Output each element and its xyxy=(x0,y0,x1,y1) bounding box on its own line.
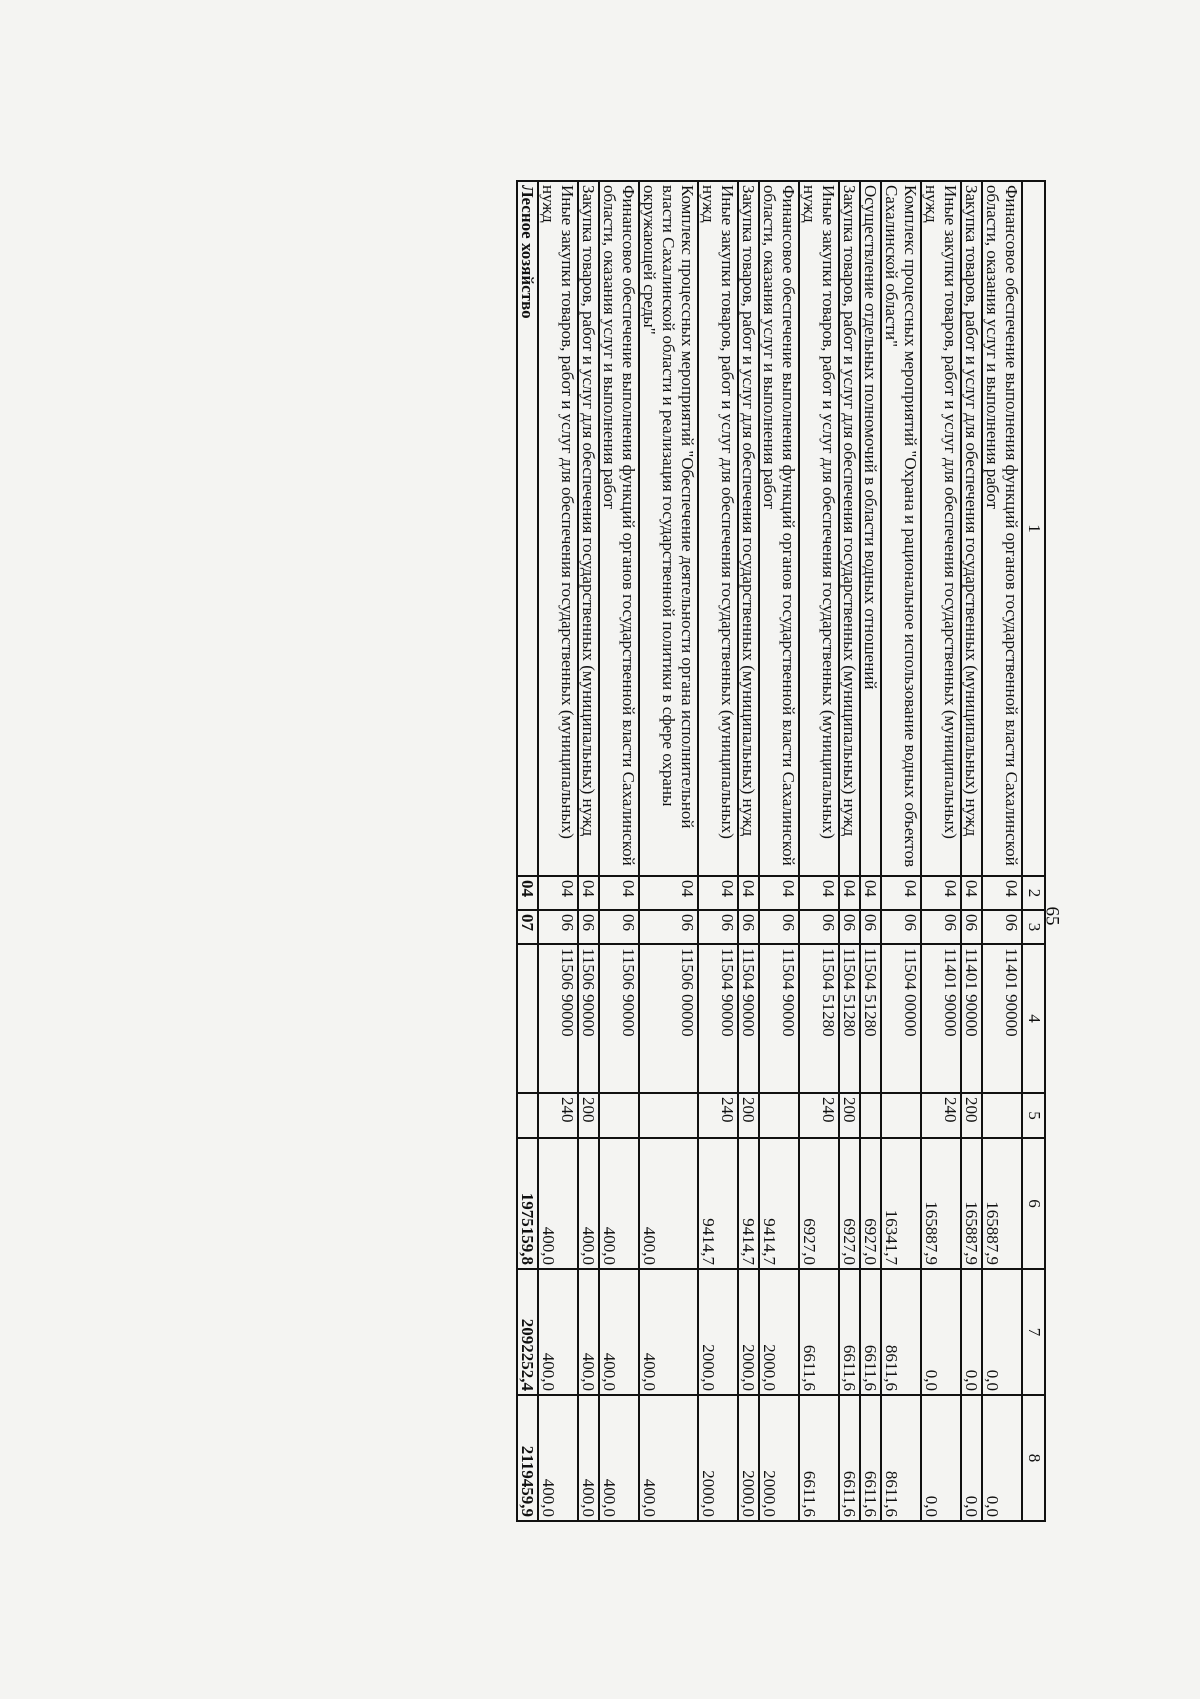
row-amount-8: 400,0 xyxy=(599,1395,639,1521)
row-amount-7: 400,0 xyxy=(538,1269,578,1395)
row-amount-6: 6927,0 xyxy=(799,1138,839,1269)
row-subsection: 06 xyxy=(839,910,860,944)
row-amount-6: 165887,9 xyxy=(961,1138,982,1269)
table-row xyxy=(698,181,738,1521)
row-target-article: 11504 51280 xyxy=(799,944,839,1093)
header-cell-4: 4 xyxy=(1022,944,1045,1093)
row-section: 04 xyxy=(538,876,578,910)
row-expense-type xyxy=(982,1093,1022,1138)
row-target-article: 11401 90000 xyxy=(982,944,1022,1093)
header-cell-2: 2 xyxy=(1022,876,1045,910)
row-name: Закупка товаров, работ и услуг для обеспечения государственных (муниципальных) нужд xyxy=(961,181,982,876)
total-amount-7: 2092252,4 xyxy=(517,1269,538,1395)
row-section: 04 xyxy=(578,876,599,910)
row-amount-8: 2000,0 xyxy=(759,1395,799,1521)
row-target-article: 11506 00000 xyxy=(639,944,698,1093)
total-name: Лесное хозяйство xyxy=(517,181,538,876)
row-section: 04 xyxy=(921,876,961,910)
row-amount-6: 9414,7 xyxy=(698,1138,738,1269)
row-amount-6: 6927,0 xyxy=(839,1138,860,1269)
row-expense-type: 240 xyxy=(799,1093,839,1138)
table-row xyxy=(881,181,921,1521)
row-section: 04 xyxy=(860,876,881,910)
row-expense-type: 200 xyxy=(578,1093,599,1138)
row-section: 04 xyxy=(759,876,799,910)
page-number: 65 xyxy=(1041,906,1063,926)
row-amount-8: 0,0 xyxy=(961,1395,982,1521)
row-section: 04 xyxy=(961,876,982,910)
row-name: Финансовое обеспечение выполнения функций органов государственной власти Сахалинской области, оказания услуг и выполнения работ xyxy=(759,181,799,876)
row-amount-7: 400,0 xyxy=(578,1269,599,1395)
row-expense-type: 240 xyxy=(698,1093,738,1138)
row-target-article: 11504 90000 xyxy=(738,944,759,1093)
row-amount-7: 6611,6 xyxy=(860,1269,881,1395)
row-expense-type xyxy=(759,1093,799,1138)
row-section: 04 xyxy=(738,876,759,910)
total-section: 04 xyxy=(517,876,538,910)
row-subsection: 06 xyxy=(538,910,578,944)
row-name: Закупка товаров, работ и услуг для обеспечения государственных (муниципальных) нужд xyxy=(839,181,860,876)
row-subsection: 06 xyxy=(860,910,881,944)
table-row xyxy=(961,181,982,1521)
row-amount-7: 8611,6 xyxy=(881,1269,921,1395)
table-row xyxy=(578,181,599,1521)
row-target-article: 11504 90000 xyxy=(698,944,738,1093)
row-amount-8: 2000,0 xyxy=(738,1395,759,1521)
row-amount-6: 400,0 xyxy=(578,1138,599,1269)
table-row xyxy=(639,181,698,1521)
row-amount-7: 400,0 xyxy=(639,1269,698,1395)
row-name: Закупка товаров, работ и услуг для обеспечения государственных (муниципальных) нужд xyxy=(578,181,599,876)
row-name: Иные закупки товаров, работ и услуг для обеспечения государственных (муниципальных) нужд xyxy=(921,181,961,876)
row-amount-8: 400,0 xyxy=(538,1395,578,1521)
row-target-article: 11506 90000 xyxy=(538,944,578,1093)
row-amount-6: 400,0 xyxy=(639,1138,698,1269)
row-subsection: 06 xyxy=(921,910,961,944)
table-body xyxy=(517,181,1022,1521)
row-target-article: 11504 90000 xyxy=(759,944,799,1093)
row-name: Иные закупки товаров, работ и услуг для обеспечения государственных (муниципальных) нужд xyxy=(538,181,578,876)
total-subsection: 07 xyxy=(517,910,538,944)
row-expense-type: 240 xyxy=(538,1093,578,1138)
rotated-table-container xyxy=(64,180,1046,1520)
row-amount-7: 2000,0 xyxy=(738,1269,759,1395)
table-row xyxy=(759,181,799,1521)
row-amount-8: 6611,6 xyxy=(799,1395,839,1521)
row-name: Комплекс процессных мероприятий "Охрана и рациональное использование водных объектов Сахалинской области" xyxy=(881,181,921,876)
budget-table xyxy=(516,180,1046,1522)
row-expense-type: 200 xyxy=(961,1093,982,1138)
row-section: 04 xyxy=(639,876,698,910)
row-subsection: 06 xyxy=(759,910,799,944)
row-section: 04 xyxy=(881,876,921,910)
row-name: Комплекс процессных мероприятий "Обеспечение деятельности органа исполнительной власти Сахалинской области и реализация государственной политики в сфере охраны окружающей среды" xyxy=(639,181,698,876)
row-amount-6: 16341,7 xyxy=(881,1138,921,1269)
row-amount-8: 0,0 xyxy=(982,1395,1022,1521)
row-amount-7: 6611,6 xyxy=(799,1269,839,1395)
row-expense-type: 200 xyxy=(839,1093,860,1138)
header-cell-7: 7 xyxy=(1022,1269,1045,1395)
row-amount-6: 400,0 xyxy=(538,1138,578,1269)
row-amount-7: 0,0 xyxy=(921,1269,961,1395)
row-amount-8: 8611,6 xyxy=(881,1395,921,1521)
row-name: Финансовое обеспечение выполнения функций органов государственной власти Сахалинской области, оказания услуг и выполнения работ xyxy=(982,181,1022,876)
row-amount-7: 6611,6 xyxy=(839,1269,860,1395)
row-amount-6: 9414,7 xyxy=(759,1138,799,1269)
row-subsection: 06 xyxy=(961,910,982,944)
header-cell-6: 6 xyxy=(1022,1138,1045,1269)
row-subsection: 06 xyxy=(799,910,839,944)
row-subsection: 06 xyxy=(738,910,759,944)
header-cell-1: 1 xyxy=(1022,181,1045,876)
row-amount-6: 9414,7 xyxy=(738,1138,759,1269)
table-row xyxy=(982,181,1022,1521)
row-amount-6: 6927,0 xyxy=(860,1138,881,1269)
table-row xyxy=(738,181,759,1521)
row-amount-8: 0,0 xyxy=(921,1395,961,1521)
total-amount-8: 2119459,9 xyxy=(517,1395,538,1521)
row-subsection: 06 xyxy=(881,910,921,944)
row-section: 04 xyxy=(982,876,1022,910)
table-row xyxy=(860,181,881,1521)
row-subsection: 06 xyxy=(599,910,639,944)
header-cell-5: 5 xyxy=(1022,1093,1045,1138)
row-subsection: 06 xyxy=(578,910,599,944)
row-section: 04 xyxy=(599,876,639,910)
row-subsection: 06 xyxy=(639,910,698,944)
row-amount-8: 400,0 xyxy=(578,1395,599,1521)
row-target-article: 11401 90000 xyxy=(921,944,961,1093)
row-amount-7: 2000,0 xyxy=(698,1269,738,1395)
row-section: 04 xyxy=(839,876,860,910)
table-row xyxy=(538,181,578,1521)
row-amount-7: 2000,0 xyxy=(759,1269,799,1395)
row-section: 04 xyxy=(799,876,839,910)
row-name: Финансовое обеспечение выполнения функций органов государственной власти Сахалинской области, оказания услуг и выполнения работ xyxy=(599,181,639,876)
row-section: 04 xyxy=(698,876,738,910)
row-amount-7: 0,0 xyxy=(982,1269,1022,1395)
row-amount-6: 400,0 xyxy=(599,1138,639,1269)
row-amount-8: 2000,0 xyxy=(698,1395,738,1521)
row-target-article: 11506 90000 xyxy=(599,944,639,1093)
header-row xyxy=(1022,181,1045,1521)
total-amount-6: 1975159,8 xyxy=(517,1138,538,1269)
row-expense-type xyxy=(860,1093,881,1138)
row-expense-type xyxy=(599,1093,639,1138)
header-cell-8: 8 xyxy=(1022,1395,1045,1521)
row-target-article: 11504 51280 xyxy=(839,944,860,1093)
row-amount-6: 165887,9 xyxy=(982,1138,1022,1269)
row-target-article: 11504 00000 xyxy=(881,944,921,1093)
row-expense-type: 200 xyxy=(738,1093,759,1138)
table-row xyxy=(839,181,860,1521)
row-target-article: 11504 51280 xyxy=(860,944,881,1093)
row-target-article: 11401 90000 xyxy=(961,944,982,1093)
total-target-article xyxy=(517,944,538,1093)
row-amount-6: 165887,9 xyxy=(921,1138,961,1269)
row-expense-type: 240 xyxy=(921,1093,961,1138)
row-amount-8: 400,0 xyxy=(639,1395,698,1521)
header-cell-3: 3 xyxy=(1022,910,1045,944)
row-name: Осуществление отдельных полномочий в области водных отношений xyxy=(860,181,881,876)
row-target-article: 11506 90000 xyxy=(578,944,599,1093)
total-expense-type xyxy=(517,1093,538,1138)
row-name: Закупка товаров, работ и услуг для обеспечения государственных (муниципальных) нужд xyxy=(738,181,759,876)
row-name: Иные закупки товаров, работ и услуг для обеспечения государственных (муниципальных) нужд xyxy=(698,181,738,876)
row-subsection: 06 xyxy=(982,910,1022,944)
row-amount-8: 6611,6 xyxy=(860,1395,881,1521)
table-row xyxy=(799,181,839,1521)
table-row xyxy=(599,181,639,1521)
row-subsection: 06 xyxy=(698,910,738,944)
table-row xyxy=(921,181,961,1521)
row-amount-7: 0,0 xyxy=(961,1269,982,1395)
row-amount-8: 6611,6 xyxy=(839,1395,860,1521)
total-row xyxy=(517,181,538,1521)
row-name: Иные закупки товаров, работ и услуг для обеспечения государственных (муниципальных) нужд xyxy=(799,181,839,876)
row-amount-7: 400,0 xyxy=(599,1269,639,1395)
row-expense-type xyxy=(881,1093,921,1138)
row-expense-type xyxy=(639,1093,698,1138)
